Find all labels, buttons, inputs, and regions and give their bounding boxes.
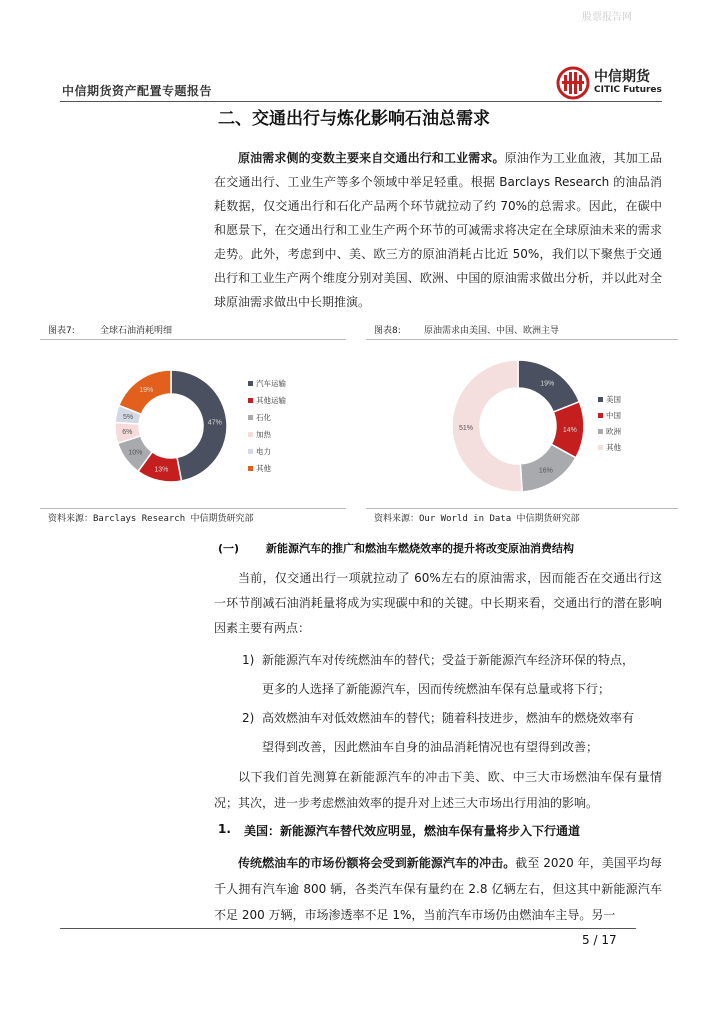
legend-swatch xyxy=(598,445,603,450)
donut-data-label: 13% xyxy=(154,466,169,474)
subsection-number: (一) xyxy=(218,542,240,555)
legend-label: 加热 xyxy=(256,430,271,439)
legend-swatch xyxy=(598,397,603,402)
legend-label: 汽车运输 xyxy=(256,379,286,388)
legend-label: 欧洲 xyxy=(606,427,621,436)
legend-label: 美国 xyxy=(606,395,621,404)
section-title: 二、交通出行与炼化影响石油总需求 xyxy=(218,109,490,129)
legend-swatch xyxy=(248,415,253,420)
legend-swatch xyxy=(248,449,253,454)
subsection-title: 新能源汽车的推广和燃油车燃烧效率的提升将改变原油消费结构 xyxy=(266,542,574,555)
figure7-label: 图表7: xyxy=(48,326,75,336)
intro-body-text: 原油作为工业血液，其加工品在交通出行、工业生产等多个领域中举足轻重。根据 Barclays Research 的油品消耗数据，仅交通出行和石化产品两个环节就拉动了约 70%的总需求。因此，在碳中和愿景下，在交通出行和工业生产两个环节的可减需求将决定在全球原油未来的需求走势。此外，考虑到中、美、欧三方的原油消耗占比近 50%，我们以下聚焦于交通出行和工业生产两个维度分别对美国、欧洲、中国的原油需求做出分析，并以此对全球原油需求做出中长期推演。 xyxy=(214,151,662,309)
figure8-bottom-rule xyxy=(366,508,678,509)
paragraph-4 xyxy=(214,850,662,928)
donut-data-label: 16% xyxy=(538,467,553,475)
intro-paragraph xyxy=(214,146,662,314)
legend-swatch xyxy=(248,466,253,471)
legend-swatch xyxy=(248,432,253,437)
legend-label: 石化 xyxy=(256,413,271,422)
list-item-1-line2: 更多的人选择了新能源汽车，因而传统燃油车保有总量或将下行； xyxy=(262,682,611,696)
donut-data-label: 14% xyxy=(562,426,577,434)
page-separator: / xyxy=(593,933,598,947)
list-item-2-line1: 高效燃油车对低效燃油车的替代；随着科技进步，燃油车的燃烧效率有 xyxy=(262,711,635,725)
donut-data-label: 19% xyxy=(139,387,154,395)
donut-data-label: 47% xyxy=(207,419,222,427)
paragraph-2-text: 当前，仅交通出行一项就拉动了 60%左右的原油需求，因而能否在交通出行这一环节削减石油消耗量将成为实现碳中和的关键。中长期来看，交通出行的潜在影响因素主要有两点： xyxy=(214,571,662,635)
legend-label: 其他 xyxy=(256,464,271,473)
donut-data-label: 10% xyxy=(128,449,143,457)
list-item-1-line1: 新能源汽车对传统燃油车的替代；受益于新能源汽车经济环保的特点， xyxy=(262,653,635,667)
donut-data-label: 5% xyxy=(122,413,134,421)
paragraph-4-body: 截至 2020 年，美国平均每千人拥有汽车逾 800 辆，各类汽车保有量约在 2.8 亿辆左右，但这其中新能源汽车不足 200 万辆，市场渗透率不足 1%，当前汽车市场仍由燃油车主导。另一 xyxy=(214,856,662,922)
legend-label: 中国 xyxy=(606,411,621,420)
page-current: 5 xyxy=(582,933,590,947)
figure7-top-rule xyxy=(40,339,346,340)
figure8-title: 原油需求由美国、中国、欧洲主导 xyxy=(424,326,560,336)
list-item-1-marker: 1) xyxy=(242,653,255,667)
point1-title: 美国：新能源汽车替代效应明显，燃油车保有量将步入下行通道 xyxy=(244,824,581,838)
figure8-donut-chart xyxy=(366,342,678,502)
figure7-title: 全球石油消耗明细 xyxy=(100,326,173,336)
legend-label: 电力 xyxy=(256,447,271,456)
report-header-title: 中信期货资产配置专题报告 xyxy=(62,84,213,98)
paragraph-3-text: 以下我们首先测算在新能源汽车的冲击下美、欧、中三大市场燃油车保有量情况；其次，进一步考虑燃油效率的提升对上述三大市场出行用油的影响。 xyxy=(214,770,662,810)
list-item-2-marker: 2) xyxy=(242,711,255,725)
figure8-top-rule xyxy=(366,339,678,340)
legend-swatch xyxy=(248,398,253,403)
header-divider xyxy=(60,101,662,102)
donut-data-label: 19% xyxy=(540,380,555,388)
legend-label: 其他运输 xyxy=(256,396,286,405)
legend-swatch xyxy=(248,381,253,386)
citic-futures-logo xyxy=(556,66,666,100)
figure8-label: 图表8: xyxy=(374,326,401,336)
watermark-text: 股票报告网 xyxy=(582,12,632,23)
paragraph-2 xyxy=(214,566,662,641)
page-number xyxy=(582,933,617,947)
legend-swatch xyxy=(598,429,603,434)
footer-divider xyxy=(60,928,636,929)
point1-number: 1. xyxy=(218,822,231,836)
figure7-source: 资料来源：Barclays Research 中信期货研究部 xyxy=(48,514,254,524)
legend-swatch xyxy=(598,413,603,418)
intro-lead-sentence: 原油需求侧的变数主要来自交通出行和工业需求。 xyxy=(238,151,505,165)
legend-label: 其他 xyxy=(606,443,621,452)
page-total: 17 xyxy=(601,933,617,947)
figure7-donut-chart xyxy=(40,342,350,502)
donut-data-label: 51% xyxy=(459,425,474,433)
paragraph-3 xyxy=(214,764,662,816)
citic-emblem-icon xyxy=(556,66,590,100)
list-item-2-line2: 望得到改善，因此燃油车自身的油品消耗情况也有望得到改善； xyxy=(262,740,599,754)
paragraph-4-lead: 传统燃油车的市场份额将会受到新能源汽车的冲击。 xyxy=(238,856,516,870)
figure7-bottom-rule xyxy=(40,508,346,509)
logo-chinese-name: 中信期货 xyxy=(594,69,650,85)
logo-english-name: CITIC Futures xyxy=(594,85,662,95)
donut-data-label: 6% xyxy=(122,429,133,437)
figure8-source: 资料来源：Our World in Data 中信期货研究部 xyxy=(374,514,580,524)
